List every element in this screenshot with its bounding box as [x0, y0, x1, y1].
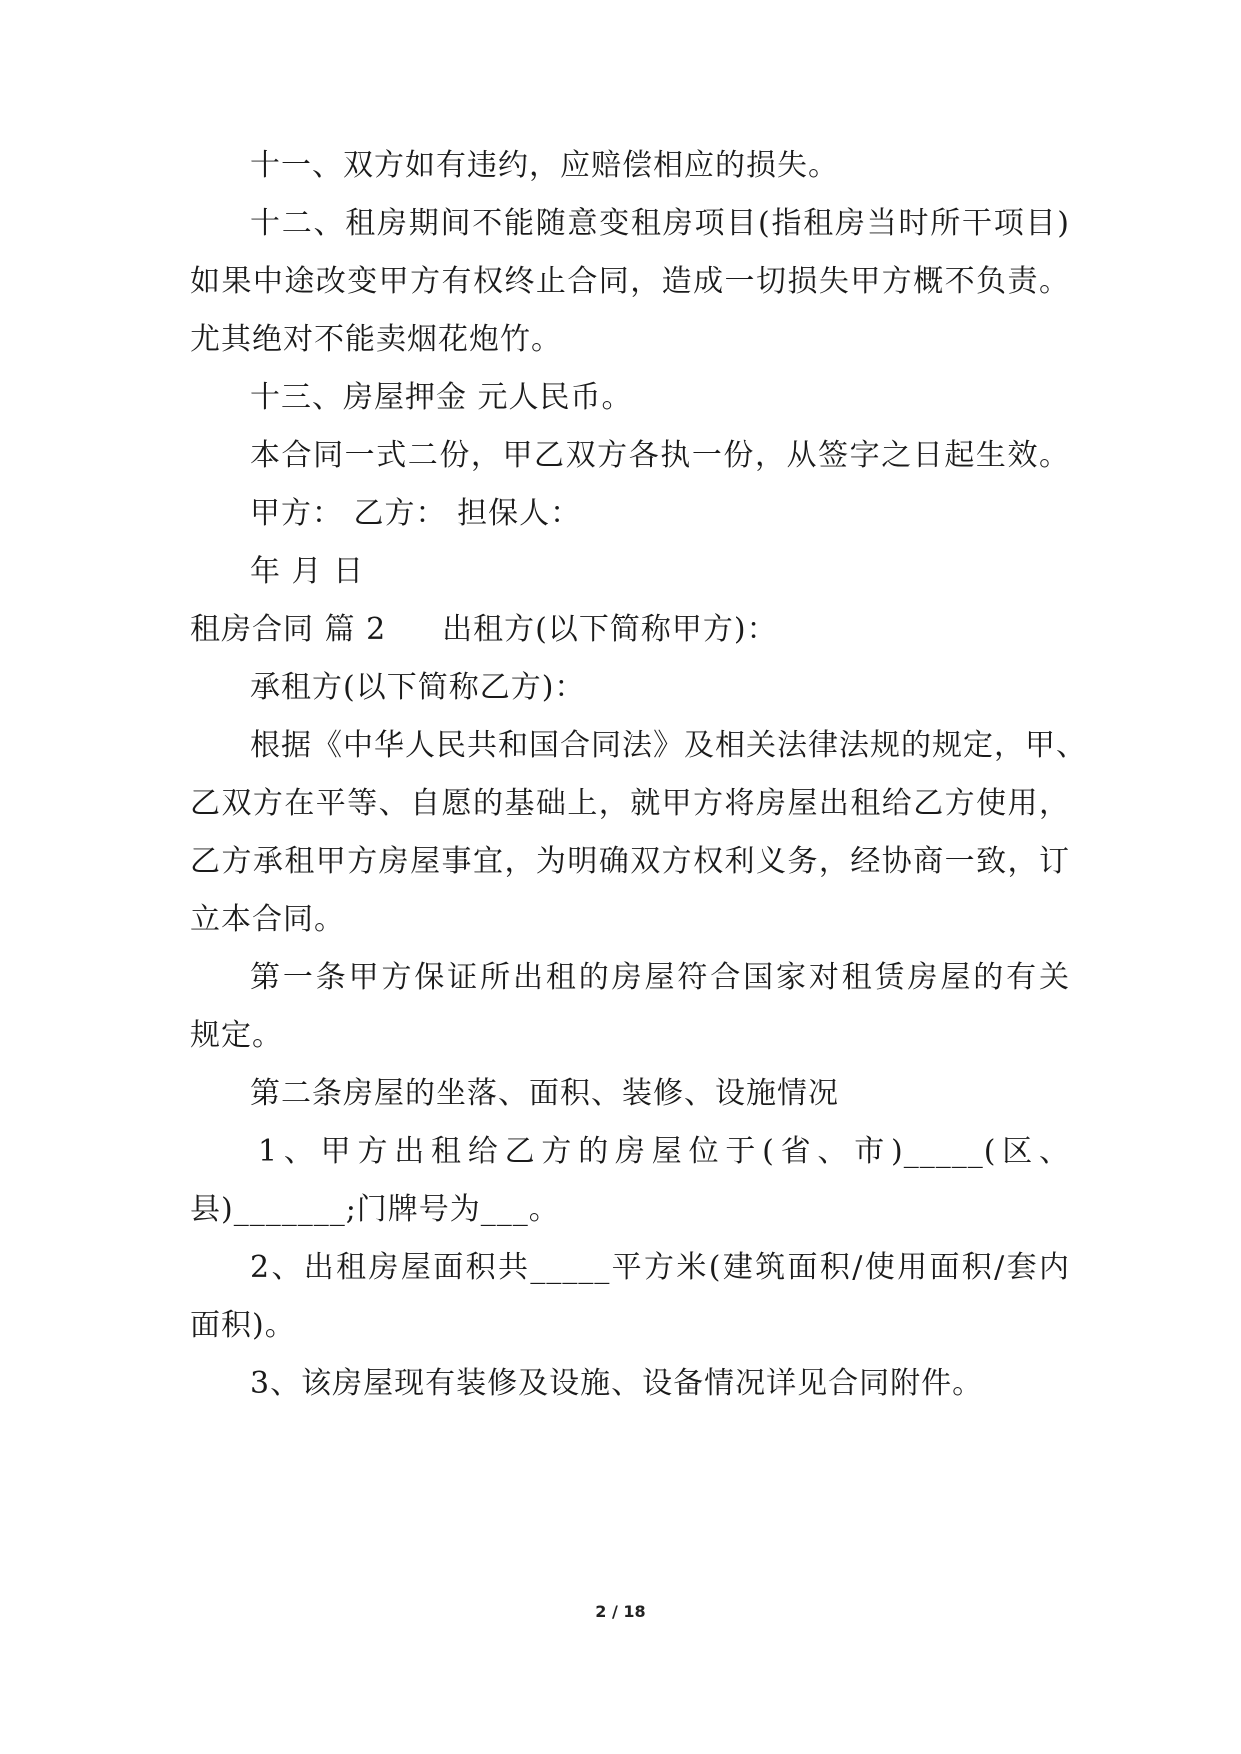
paragraph-preamble-line3: 乙方承租甲方房屋事宜，为明确双方权利义务，经协商一致，订 — [190, 844, 1070, 879]
lessee-label: 承租方(以下简称乙方)： — [250, 670, 586, 705]
section-title: 租房合同 篇 2 — [190, 612, 387, 647]
paragraph-clause-11: 十一、双方如有违约，应赔偿相应的损失。 — [250, 148, 839, 183]
paragraph-preamble-line1: 根据《中华人民共和国合同法》及相关法律法规的规定，甲、 — [250, 728, 1087, 763]
article-1-line2: 规定。 — [190, 1018, 283, 1053]
paragraph-clause-12-line1: 十二、租房期间不能随意变租房项目(指租房当时所干项目) — [250, 206, 1070, 241]
signature-parties: 甲方： 乙方： 担保人： — [250, 496, 582, 531]
article-2-item-1-line2: 县)_______;门牌号为___。 — [190, 1192, 560, 1227]
paragraph-clause-13: 十三、房屋押金 元人民币。 — [250, 380, 633, 415]
paragraph-preamble-line4: 立本合同。 — [190, 902, 345, 937]
lessor-label: 出租方(以下简称甲方)： — [442, 612, 778, 647]
section-heading — [190, 610, 1070, 650]
article-2-item-1-line1: 1、甲方出租给乙方的房屋位于(省、市)_____(区、 — [258, 1134, 1070, 1169]
paragraph-copies: 本合同一式二份，甲乙双方各执一份，从签字之日起生效。 — [250, 438, 1070, 473]
paragraph-preamble-line2: 乙双方在平等、自愿的基础上，就甲方将房屋出租给乙方使用， — [190, 786, 1070, 821]
article-1-line1: 第一条甲方保证所出租的房屋符合国家对租赁房屋的有关 — [250, 960, 1070, 995]
article-2-item-2-line1: 2、出租房屋面积共_____平方米(建筑面积/使用面积/套内 — [250, 1250, 1070, 1285]
paragraph-clause-12-line3: 尤其绝对不能卖烟花炮竹。 — [190, 322, 562, 357]
page-number: 2 / 18 — [595, 1602, 646, 1621]
paragraph-clause-12-line2: 如果中途改变甲方有权终止合同，造成一切损失甲方概不负责。 — [190, 264, 1070, 299]
signature-date: 年 月 日 — [250, 554, 365, 589]
article-2-item-3: 3、该房屋现有装修及设施、设备情况详见合同附件。 — [250, 1366, 984, 1401]
article-2-heading: 第二条房屋的坐落、面积、装修、设施情况 — [250, 1076, 839, 1111]
article-2-item-2-line2: 面积)。 — [190, 1308, 296, 1343]
